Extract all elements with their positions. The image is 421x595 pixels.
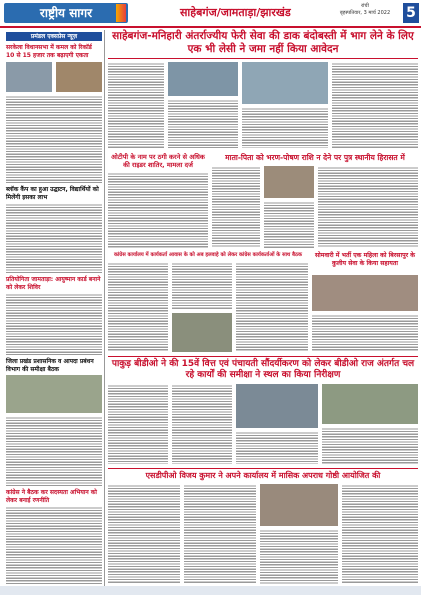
left-story-3-headline: प्रतियोगिता जामताड़ा: आयुष्मान कार्ड बनाने को लेकर शिविर: [6, 276, 101, 291]
story-3-body-3: [318, 166, 418, 248]
left-story-4-body: [6, 416, 102, 486]
story-7-body-1: [108, 484, 180, 584]
left-story-5-headline: कांग्रेस ने बैठक कर सदस्यता अभियान को लेकर बनाई रणनीति: [6, 489, 97, 504]
newspaper-logo: राष्ट्रीय सागर: [4, 3, 128, 23]
story-6-body-3: [236, 431, 318, 464]
lead-body-col-4: [332, 62, 418, 148]
lead-body-col-1: [108, 62, 164, 148]
left-story-4-photo: [6, 375, 102, 413]
lead-headline: साहेबगंज-मनिहारी अंतर्राज्यीय फेरी सेवा की डाक बंदोबस्ती में भाग लेने के लिए एक भी लेसी ने जमा नहीं किया आवेदन: [112, 30, 414, 55]
lead-rule: [108, 58, 418, 59]
story-3-headline: माता-पिता को भरण-पोषण राशि न देने पर पुत्र स्थानीय हिरासत में: [225, 153, 405, 162]
left-story-1-headline: सरकेला विधानसभा में कमल को रिकॉर्ड 10 से 15 हजार तक बढ़ाएगी एकता: [6, 44, 92, 59]
left-story-1-body: [6, 95, 102, 183]
lead-photo-boat: [242, 62, 328, 104]
lead-body-col-2: [168, 99, 238, 148]
left-story-4-headline: जिला प्रखंड प्रशासनिक व आपदा प्रबंधन विभाग की समीक्षा बैठक: [6, 358, 94, 373]
logo-decoration: [116, 4, 126, 22]
story-6-body-4: [322, 427, 418, 464]
section-rule-2: [108, 468, 418, 469]
story-4-body-2: [172, 262, 232, 310]
story-8-body: [312, 314, 418, 352]
lead-photo-ferry: [168, 62, 238, 96]
left-story-5-body: [6, 506, 102, 584]
section-title: साहेबगंज/जामताड़ा/झारखंड: [180, 6, 291, 19]
story-3-body-2: [264, 201, 314, 248]
story-7-body-3: [260, 529, 338, 584]
footer-strip: [0, 586, 421, 595]
story-8-headline: सोमवारी में भर्ती एक महिला को बिरसापुर के कुलीय सेवा के किया सहायता: [314, 252, 416, 267]
story-2-headline: ओटीपी के नाम पर ठगी करने से अधिक की राइडर शातिर, मामला दर्ज: [111, 153, 205, 169]
story-6-photo-2: [322, 384, 418, 424]
story-7-photo: [260, 484, 338, 526]
left-story-2-headline: ब्लॉक कैंप का हुआ उद्घाटन, विद्यार्थियों को मिलेंगी इसका लाभ: [6, 186, 99, 201]
date-text: बृहस्पतिवार, 3 मार्च 2022: [339, 10, 391, 16]
story-6-photo: [236, 384, 318, 428]
dateline: [330, 3, 400, 17]
left-story-1-photo-2: [56, 62, 102, 92]
story-7-body-2: [184, 484, 256, 584]
left-story-2-body: [6, 203, 102, 273]
section-rule: [108, 356, 418, 357]
story-4-body-1: [108, 262, 168, 352]
date-city: रांची: [361, 3, 369, 9]
story-3-photo: [264, 166, 314, 198]
story-6-body-2: [172, 384, 232, 464]
left-story-1-photo: [6, 62, 52, 92]
lead-body-col-3: [242, 107, 328, 148]
story-4-photo: [172, 313, 232, 352]
story-2-body: [108, 172, 208, 248]
left-story-3-body: [6, 293, 102, 355]
story-4-headline: कांग्रेस कार्यालय में कार्यकर्ता आवास के को अब हलवाहे को लेकर कांग्रेस कार्यकर्ताओं के साथ बैठक: [113, 252, 303, 258]
story-8-photo: [312, 275, 418, 311]
story-4-body-3: [236, 262, 308, 352]
story-6-body-1: [108, 384, 168, 464]
story-7-headline: एसडीपीओ विजय कुमार ने अपने कार्यालय में मासिक अपराध गोष्ठी आयोजित की: [145, 471, 381, 480]
story-7-body-4: [342, 484, 418, 584]
story-3-body-1: [212, 166, 260, 248]
story-6-headline: पाकुड़ बीडीओ ने की 15वें वित्त एवं पंचायती सौंदर्यीकरण को लेकर बीडीओ राज अंतर्गत चल रहे कार्यों की समीक्षा ने स्थल का किया निरीक्षण: [111, 359, 415, 380]
page-number: 5: [403, 3, 419, 23]
left-box-title: प्रमंडल एक्सप्रेस न्यूज़: [6, 32, 102, 41]
